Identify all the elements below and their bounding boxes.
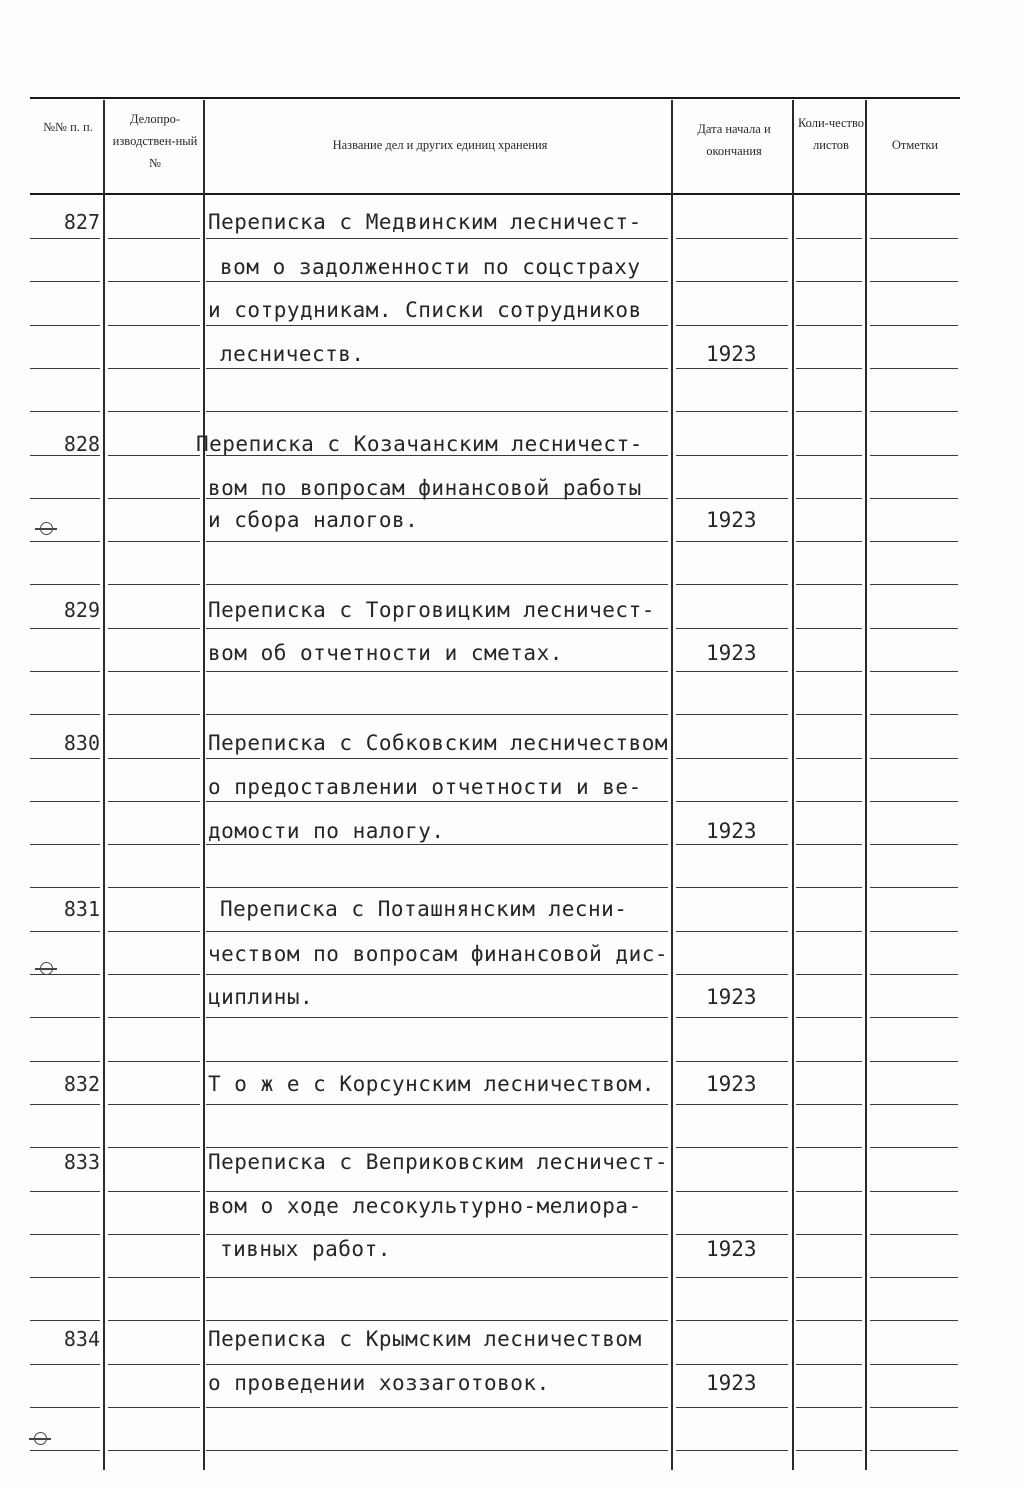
record-title-line: Переписка с Медвинским лесничест- xyxy=(208,210,642,234)
ruled-line xyxy=(796,1277,862,1278)
ruled-line xyxy=(870,1320,958,1321)
ruled-line xyxy=(870,1147,958,1148)
record-year: 1923 xyxy=(706,819,757,843)
ruled-line xyxy=(796,974,862,975)
ruled-line xyxy=(206,931,668,932)
ruled-line xyxy=(870,368,958,369)
ruled-line xyxy=(870,714,958,715)
ruled-line xyxy=(870,411,958,412)
ruled-line xyxy=(206,844,668,845)
record-title-line: циплины. xyxy=(208,985,314,1009)
ruled-line xyxy=(108,974,200,975)
ruled-line xyxy=(108,1104,200,1105)
ruled-line xyxy=(676,411,788,412)
ruled-line xyxy=(30,541,100,542)
ruled-line xyxy=(676,1277,788,1278)
ruled-line xyxy=(206,584,668,585)
record-title-line: тивных работ. xyxy=(220,1237,391,1261)
header-bottom-rule xyxy=(30,193,960,195)
ruled-line xyxy=(676,974,788,975)
ruled-line xyxy=(796,1191,862,1192)
ruled-line xyxy=(796,844,862,845)
ruled-line xyxy=(870,671,958,672)
ruled-line xyxy=(870,758,958,759)
ruled-line xyxy=(30,1320,100,1321)
ruled-line xyxy=(30,1364,100,1365)
ruled-line xyxy=(676,628,788,629)
ruled-line xyxy=(796,801,862,802)
ruled-line xyxy=(108,844,200,845)
record-year: 1923 xyxy=(706,985,757,1009)
ruled-line xyxy=(796,887,862,888)
record-title-line: о проведении хоззаготовок. xyxy=(208,1371,550,1395)
column-divider xyxy=(792,100,794,1470)
record-number: 831 xyxy=(63,897,100,921)
ruled-line xyxy=(676,541,788,542)
ruled-line xyxy=(206,1364,668,1365)
ruled-line xyxy=(870,541,958,542)
ruled-line xyxy=(206,714,668,715)
ruled-line xyxy=(676,671,788,672)
ruled-line xyxy=(108,411,200,412)
record-title-line: Переписка с Веприковским лесничест- xyxy=(208,1150,669,1174)
record-title-line: Переписка с Поташнянским лесни- xyxy=(220,897,628,921)
ruled-line xyxy=(206,1320,668,1321)
ruled-line xyxy=(676,1364,788,1365)
ruled-line xyxy=(108,1061,200,1062)
ruled-line xyxy=(796,1364,862,1365)
column-divider xyxy=(671,100,673,1470)
ruled-line xyxy=(676,758,788,759)
ruled-line xyxy=(676,325,788,326)
ruled-line xyxy=(108,801,200,802)
ruled-line xyxy=(108,1191,200,1192)
ruled-line xyxy=(676,1234,788,1235)
ruled-line xyxy=(870,844,958,845)
record-year: 1923 xyxy=(706,1072,757,1096)
header-col-title: Название дел и других единиц хранения xyxy=(332,138,548,152)
ruled-line xyxy=(870,498,958,499)
ruled-line xyxy=(30,758,100,759)
record-title-line: о предоставлении отчетности и ве- xyxy=(208,775,642,799)
ruled-line xyxy=(108,1407,200,1408)
column-divider xyxy=(103,100,105,1470)
ruled-line xyxy=(206,411,668,412)
ruled-line xyxy=(676,238,788,239)
ruled-line xyxy=(676,801,788,802)
ruled-line xyxy=(108,714,200,715)
ruled-line xyxy=(108,1364,200,1365)
ruled-line xyxy=(796,931,862,932)
record-number: 829 xyxy=(63,598,100,622)
ruled-line xyxy=(676,281,788,282)
ruled-line xyxy=(796,238,862,239)
ruled-line xyxy=(206,974,668,975)
ruled-line xyxy=(30,671,100,672)
column-divider xyxy=(203,100,205,1470)
ruled-line xyxy=(676,844,788,845)
ruled-line xyxy=(796,584,862,585)
ruled-line xyxy=(796,758,862,759)
record-title-line: и сотрудникам. Списки сотрудников xyxy=(208,298,642,322)
record-title-line: вом об отчетности и сметах. xyxy=(208,641,563,665)
ruled-line xyxy=(30,931,100,932)
ruled-line xyxy=(676,1320,788,1321)
ruled-line xyxy=(676,1017,788,1018)
ruled-line xyxy=(108,1450,200,1451)
ruled-line xyxy=(870,455,958,456)
ruled-line xyxy=(206,1234,668,1235)
ruled-line xyxy=(206,671,668,672)
ruled-line xyxy=(30,887,100,888)
ruled-line xyxy=(676,1191,788,1192)
record-title-line: вом по вопросам финансовой работы xyxy=(208,476,642,500)
ruled-line xyxy=(870,1364,958,1365)
ruled-line xyxy=(108,1017,200,1018)
ruled-line xyxy=(870,1234,958,1235)
ruled-line xyxy=(30,584,100,585)
ruled-line xyxy=(796,1320,862,1321)
ruled-line xyxy=(870,801,958,802)
ruled-line xyxy=(108,541,200,542)
ruled-line xyxy=(676,714,788,715)
ruled-line xyxy=(870,1061,958,1062)
ruled-line xyxy=(108,584,200,585)
ruled-line xyxy=(870,584,958,585)
ruled-line xyxy=(206,1147,668,1148)
ruled-line xyxy=(870,1450,958,1451)
ruled-line xyxy=(796,541,862,542)
record-title-line: вом о ходе лесокультурно-мелиора- xyxy=(208,1194,642,1218)
ruled-line xyxy=(108,628,200,629)
ruled-line xyxy=(206,758,668,759)
record-number: 834 xyxy=(63,1327,100,1351)
ruled-line xyxy=(108,1234,200,1235)
ruled-line xyxy=(108,671,200,672)
ruled-line xyxy=(206,1104,668,1105)
ruled-line xyxy=(30,1277,100,1278)
ruled-line xyxy=(30,628,100,629)
ruled-line xyxy=(870,238,958,239)
ruled-line xyxy=(108,931,200,932)
ruled-line xyxy=(30,1147,100,1148)
record-number: 830 xyxy=(63,731,100,755)
ruled-line xyxy=(108,1277,200,1278)
record-title-line: Переписка с Собковским лесничеством xyxy=(208,731,669,755)
ruled-line xyxy=(30,238,100,239)
record-number: 828 xyxy=(63,432,100,456)
ruled-line xyxy=(30,714,100,715)
ruled-line xyxy=(676,1104,788,1105)
ruled-line xyxy=(30,1017,100,1018)
ruled-line xyxy=(676,1450,788,1451)
ruled-line xyxy=(108,238,200,239)
ruled-line xyxy=(870,325,958,326)
ruled-line xyxy=(30,801,100,802)
ruled-line xyxy=(870,281,958,282)
record-year: 1923 xyxy=(706,508,757,532)
ruled-line xyxy=(206,1407,668,1408)
ruled-line xyxy=(870,628,958,629)
ruled-line xyxy=(30,325,100,326)
record-year: 1923 xyxy=(706,1371,757,1395)
ruled-line xyxy=(30,1104,100,1105)
record-year: 1923 xyxy=(706,641,757,665)
record-title-line: лесничеств. xyxy=(220,342,365,366)
record-year: 1923 xyxy=(706,1237,757,1261)
ruled-line xyxy=(108,887,200,888)
ruled-line xyxy=(676,1407,788,1408)
ruled-line xyxy=(870,931,958,932)
ruled-line xyxy=(30,368,100,369)
record-title-line: чеством по вопросам финансовой дис- xyxy=(208,942,669,966)
ruled-line xyxy=(206,281,668,282)
ruled-line xyxy=(30,1407,100,1408)
header-col-notes: Отметки xyxy=(891,138,939,152)
ruled-line xyxy=(870,1104,958,1105)
ruled-line xyxy=(108,498,200,499)
ruled-line xyxy=(108,1147,200,1148)
column-divider xyxy=(865,100,867,1470)
ruled-line xyxy=(206,1191,668,1192)
header-col-dates: Дата начала и окончания xyxy=(697,122,771,158)
ruled-line xyxy=(30,1234,100,1235)
header-col-number: №№ п. п. xyxy=(43,120,93,134)
ruled-line xyxy=(796,1147,862,1148)
ruled-line xyxy=(108,455,200,456)
record-year: 1923 xyxy=(706,342,757,366)
ruled-line xyxy=(206,541,668,542)
ruled-line xyxy=(676,887,788,888)
ruled-line xyxy=(108,368,200,369)
ruled-line xyxy=(206,368,668,369)
ruled-line xyxy=(796,455,862,456)
ruled-line xyxy=(796,281,862,282)
ruled-line xyxy=(796,498,862,499)
ruled-line xyxy=(206,887,668,888)
ruled-line xyxy=(796,325,862,326)
ruled-line xyxy=(676,498,788,499)
ruled-line xyxy=(206,238,668,239)
record-number: 833 xyxy=(63,1150,100,1174)
ruled-line xyxy=(676,368,788,369)
ruled-line xyxy=(108,281,200,282)
record-title-line: Переписка с Торговицким лесничест- xyxy=(208,598,655,622)
ruled-line xyxy=(30,1450,100,1451)
ruled-line xyxy=(206,1017,668,1018)
ruled-line xyxy=(676,931,788,932)
ruled-line xyxy=(870,1407,958,1408)
ruled-line xyxy=(676,1061,788,1062)
record-title-line: Переписка с Крымским лесничеством xyxy=(208,1327,642,1351)
ruled-line xyxy=(206,1450,668,1451)
ruled-line xyxy=(108,325,200,326)
ruled-line xyxy=(676,455,788,456)
record-number: 832 xyxy=(63,1072,100,1096)
ruled-line xyxy=(30,974,100,975)
ruled-line xyxy=(796,671,862,672)
ruled-line xyxy=(206,801,668,802)
ruled-line xyxy=(796,368,862,369)
record-title-line: вом о задолженности по соцстраху xyxy=(220,255,641,279)
record-title-line: домости по налогу. xyxy=(208,819,445,843)
ruled-line xyxy=(206,1061,668,1062)
ruled-line xyxy=(30,1191,100,1192)
record-title-line: Переписка с Козачанским лесничест- xyxy=(196,432,643,456)
record-title-line: и сбора налогов. xyxy=(208,508,419,532)
ruled-line xyxy=(796,714,862,715)
record-title-line: Т о ж е с Корсунским лесничеством. xyxy=(208,1072,655,1096)
ruled-line xyxy=(206,1277,668,1278)
ruled-line xyxy=(676,584,788,585)
ruled-line xyxy=(206,325,668,326)
header-col-office-number: Делопро-изводствен-ный № xyxy=(112,112,198,170)
ruled-line xyxy=(676,1147,788,1148)
ruled-line xyxy=(108,1320,200,1321)
ruled-line xyxy=(206,628,668,629)
ruled-line xyxy=(796,411,862,412)
ruled-line xyxy=(796,628,862,629)
ruled-line xyxy=(870,1017,958,1018)
ruled-line xyxy=(796,1407,862,1408)
ruled-line xyxy=(30,498,100,499)
punch-hole-icon xyxy=(40,962,53,975)
record-number: 827 xyxy=(63,210,100,234)
ruled-line xyxy=(30,844,100,845)
ruled-line xyxy=(870,974,958,975)
ruled-line xyxy=(870,1191,958,1192)
ruled-line xyxy=(30,1061,100,1062)
header-top-rule xyxy=(30,97,960,99)
ruled-line xyxy=(108,758,200,759)
ruled-line xyxy=(796,1450,862,1451)
ruled-line xyxy=(796,1061,862,1062)
ruled-line xyxy=(796,1234,862,1235)
punch-hole-icon xyxy=(40,522,53,535)
ruled-line xyxy=(796,1017,862,1018)
header-col-sheets: Коли-чество листов xyxy=(797,116,865,152)
ruled-line xyxy=(870,887,958,888)
ruled-line xyxy=(30,411,100,412)
ruled-line xyxy=(796,1104,862,1105)
ruled-line xyxy=(870,1277,958,1278)
ruled-line xyxy=(30,281,100,282)
punch-hole-icon xyxy=(34,1432,47,1445)
